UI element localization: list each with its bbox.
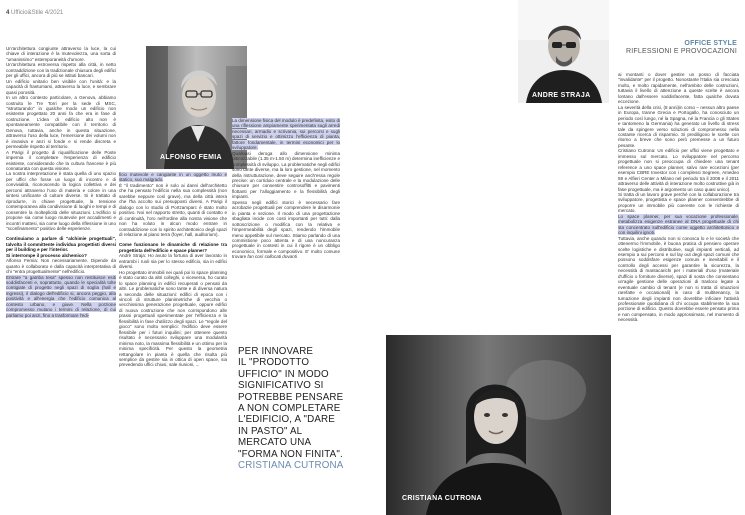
pull-quote-line: PER INNOVARE [238, 346, 314, 357]
paragraph: Un'architettura estroversa rispetto alla città, in netto contraddizione con la tradizionale chiusura degli edifici per gli uffici, ancora di più se istituti bancari. [6, 62, 116, 79]
paragraph: È "il tradimento" non è solo ai danni dell'architetto che ha pensato l'edificio nella sua complessità (non sarebbe neppure così grave), ma della città intera che l'ha accolto sui presupposti diversi. A Parigi il dialogo con lo studio di Portzamparc è stato molto positivo. Noi nel rapporto stretto, quanti di contatto e di continuità, l'oro nell'ordine alla nostra visione che non ha voluto in alcun modo entrare in contraddizione con lo spirito architettonico degli spazi di relazione al piano terra (foyer, hall, auditorium). [119, 182, 227, 237]
paragraph [232, 118, 340, 151]
highlighted-text: Entrare "a gamba tesa" spesso non restituisce esiti soddisfacenti e, soprattutto, quando le specialità tolte contigiate di progetto negli spazi di soglia (hall e ingressi), il dialogo dell'edificio si, ancora peggio, alla positività e all'energia che l'edificio comunica al contesto urbano, e giuve. Nella porzione compromesso mutano i termini di relazione, di cui parliamo poi anzi, fino a trasformare l'edi- [6, 274, 116, 318]
interview-question: Continuiamo a parlare di "alchimie progettuali", talvolta il committente individua progettisti diversi per il building e per l'interior. [6, 236, 116, 253]
paragraph: La severità della crisi, (8 anni)in corso – nessun altro paese in Europa, tranne Grecia e Portogallo, ha conosciuto un periodo così lungo, né la Spagna, né la Francia o gli States e tantomeno la Germania) ha generato un livello di stress tale da spingere verso soluzioni di compromesso nella costante ricerca di risparmio. Si prediligono le scelte con ritorno a breve che sono però premesse a un futuro pesante. [618, 104, 739, 148]
paragraph: Spesso negli edifici storici è necessario fare acrobazie progettuali per comprendere le disarmonie in pianta e sezione. Il modo di una progettazione sbagliata incide con costi importanti per tutti: dalla sottoscrizione o modifica con la relativa e l'impermeabilità degli spazi, rendendo l'immobile meno appetibile sul mercato. Stiamo parlando di una commistione poco attenta e di una noncuranza progettuale in contesti in cui il rigore è un obbligo economico, formale e compositivo. E' molto comune trovare fan così collocati dovanti [232, 199, 340, 260]
paragraph [119, 172, 227, 183]
pull-quote-line: L'EDIFICIO, A "DARE [238, 414, 335, 426]
highlighted-text: ficio mutevole e cangiante in un oggetto muto e statico, suo malgrado. [119, 172, 227, 183]
paragraph: Ho progettato immobili nei quali poi lo space planning è stato curato da altri colleghi, o viceversa, ho curato lo space planning in edifici recuperati o pensati da altri. Le problematiche sono tante e di diversa natura a seconda delle situazioni: edifici di epoca con i vincoli di strutture planimetriche di vecchia o vecchissima generazione progettuale, oppure edifici di nuova costruzione che non corrispondono alle prassi progettuali sperimentate per l'efficienza e la flessibilità in fase d'utilizzo degli spazi. Le "regole del gioco" sono molto semplici: l'edificio deve essere flessibile per i futuri inquilini; per ottenere questo risultato è necessario sviluppare una modularità minima noto, la massima flessibilità e un ottimo per la minima specificità. Per questo la geometria rettangolare in pianta è quella che risulta più semplice da gestire sia in ottica di open space, sia prevedendo uffici chiusi, sale riunioni, ... [119, 269, 227, 368]
paragraph: Un'architettura congiunte attraverso la luce, la cui chiave di interazione è la mutevolezza, una sorta di "umanissimo" estemporaneità d'umore. [6, 46, 116, 62]
pull-quote-line: A NON COMPLETARE [238, 403, 341, 415]
photo-caption: CRISTIANA CUTRONA [402, 495, 482, 502]
paragraph: Un edificio unitario ben visibile con l'unità: e la capacità di frantumarsi, attraverso la luce, e sembrare quasi porosità. [6, 78, 116, 95]
paragraph: In un altro contesto particolare, a Genova, abbiamo costruito le Tre Torri per la sede di MSC, "istrutturando" in qualche modo un edificio non esistente progettato 20 anni fa che era in fase di costruzione. L'idea di edificio alto non è spontaneamente compatibile con il territorio di Genova, tuttavia, anche in questa situazione, attraverso l'uso della luce, l'emersione dei volumi non è invasiva e anzi si fonde e si rende discreta e permeabile rispetto al territorio. [6, 95, 116, 150]
pull-quote-line: UFFICIO" IN MODO [238, 368, 329, 380]
text-column-2 [119, 172, 227, 368]
portrait-photo-cristiana-cutrona [386, 335, 611, 515]
emphasized-text: fan così collocati dovanti [247, 254, 297, 260]
paragraph: ai montanti o dover gestire un posso di facciata "invalidante" per il progetto. Nonostante l'Italia sia cresciuta molto, e molto rapidamente, nell'ambito delle costruzioni, tuttavia il livello di attenzione a queste scelte è ancora lontano dall'essere soddisfacente, fatta qualche dovuta eccezione. [618, 72, 739, 105]
paragraph: Qualsiasi deroga allo dimensione minima ottimizzabile (1.35 m-1.50 m) determina inefficienze e complessità di sviluppo. La problematiche negli edifici sono tante diverse, ma la loro gestione, nel momento della ristrutturazione, deve seguire anch'essa regole precise: un corridoio centrale e la modulazione delle chiusure per consentire controsoffitti e pavimenti flottanti per l'alloggiamento e la flessibilità degli impianti. [232, 150, 340, 200]
paragraph: Alfonso Femia: Non necessariamente. Dipende da quanto è collaborato e dalla capacità interpretativa di chi "entra progettualmente" nell'edificio. [6, 258, 116, 275]
paragraph: A Parigi il progetto di riqualificazione delle Poste impernia il completare l'esperienza di edificio esistente, considerando che la cultura francese è più connaturata con questa visione. [6, 149, 116, 171]
pull-quote-line: SIGNIFICATIVO SI [238, 380, 324, 392]
pull-quote-author: CRISTIANA CUTRONA [238, 460, 344, 472]
running-header [6, 10, 63, 16]
section-subtitle: RIFLESSIONI E PROVOCAZIONI [626, 48, 737, 55]
pull-quote-line: MERCATO UNA [238, 437, 312, 449]
pull-quote-line: "FORMA NON FINITA". [238, 448, 343, 460]
highlighted-text: La dimensione fisica del modulo è predefinita, esito di una riflessione ampiamente sperimentata sugli arredi necessari, armadio e scrivania, sui percorsi e sugli spazi di servizio e ottimizzo l'efficienza di pianta, fattore fondamentale, in termini economici per lo sviluppatore. [232, 118, 340, 151]
photo-caption: ANDRE STRAJA [532, 92, 591, 99]
paragraph [618, 214, 739, 236]
paragraph: Tuttavia, anche quando non si conosca lo e le società che ottenermo l'immobile, è buona pratica di pensiero operare scelte logistiche e distributive, sugli impianti verticali, ad esempio a sui percorsi e sul lay out degli spazi comuni che possono soddisfare esigenze comuni e inevitabili e il controllo degli accessi per garantire la sicurezza, la necessità di mantacarichi per i materiali d'uso (materiale d'ufficio o forniture diverse), spazi di sosta che consentano un'agile gestione delle operazioni di trasloco legate a eventuale cambio di tenant (e non si tratta di situazioni rarefatte e occasionali) in caso di multitenancy, la tumazione degli impianti non dovrebbe inficiare l'attività professionale quotidiana di chi occupa stabilmente la sua porzione di edificio. Questo dovrebbe essere pensato prima e non compensato, in modo approssimato, nel momento di necessità. [618, 235, 739, 323]
paragraph: Andrè Straja: Ho avuto la fortuna di aver lavorato in entrambi i ruoli sia per lo stesso edificio, sia in edifici diversi. [119, 253, 227, 270]
paragraph [6, 275, 116, 319]
pull-quote [238, 346, 366, 471]
section-header [626, 40, 737, 56]
photo-caption: ALFONSO FEMIA [160, 154, 222, 161]
portrait-photo-andre-straja [518, 0, 609, 103]
portrait-image [518, 0, 609, 103]
paragraph: Si tratta di un lavoro grave perché con la collaborazione tra sviluppatore, progettista e space planner consentirebbe di proporre un immobile più coerente con le richieste di mercato. [618, 191, 739, 214]
section-title: OFFICE STYLE [684, 40, 737, 47]
portrait-image [386, 335, 611, 515]
pull-quote-line: POTREBBE PENSARE [238, 391, 344, 403]
text-column-3 [232, 118, 340, 260]
interview-question: Come funzionano le dinamiche di relazione tra progettista dell'edificio e space planner? [119, 242, 227, 253]
paragraph: Cristiano Cutrona: Un edificio per uffici viene progettato e immesso sul mercato. Lo sviluppatore nel percorso progettuale non si preoccupa di chiedere una tenant reference a uno space planner, salvo rare eccezioni (per esempio CBRE Investor con i complessi Segreen, Amedeo 59 e Alfieri Center a Milano nel periodo tra il 2008 e il 2011 attraverso delle attività di interazione molto costruttive già in fase progettuale, ma è argomento un caso quasi unico). [618, 148, 739, 192]
pull-quote-line: IN PASTO" AL [238, 425, 303, 437]
text-column-1 [6, 46, 116, 318]
highlighted-text: Lo space planner, per sua vocazione professionale, metabolizza esigenze estranee al DNA progettuale di chi sta concentrato sull'edificio come oggetto architettonico e con inquilini ignoti. [618, 213, 739, 236]
pull-quote-line: IL "PRODOTTO [238, 357, 310, 369]
text-column-4 [618, 72, 739, 323]
paragraph: La nostra interpretazione è stata quella di uno spazio per uffici che fosse un luogo di incontro e di convivialità, riconoscendo la logica collettiva e dei percorsi attraverso l'uso di materia e colore in una sintesi unificante di culture diverse. Si è trattato di riprodurre, in chiave progettuale, la tensione contemporanea alla condivisione di luoghi e tempi e di consentire la molteplicità delle situazioni. L'edificio si propone sia come luogo mutevole per accadimenti e incontri mattesi, sia come luogo della riflessione in uno "sconfinamento" positivo delle esperienze. [6, 171, 116, 231]
interview-question: Si interrompe il processo alchemico? [6, 252, 87, 258]
page-number: 4 [6, 10, 10, 16]
issue-label: Ufficio&Stile 4/2021 [11, 10, 64, 16]
